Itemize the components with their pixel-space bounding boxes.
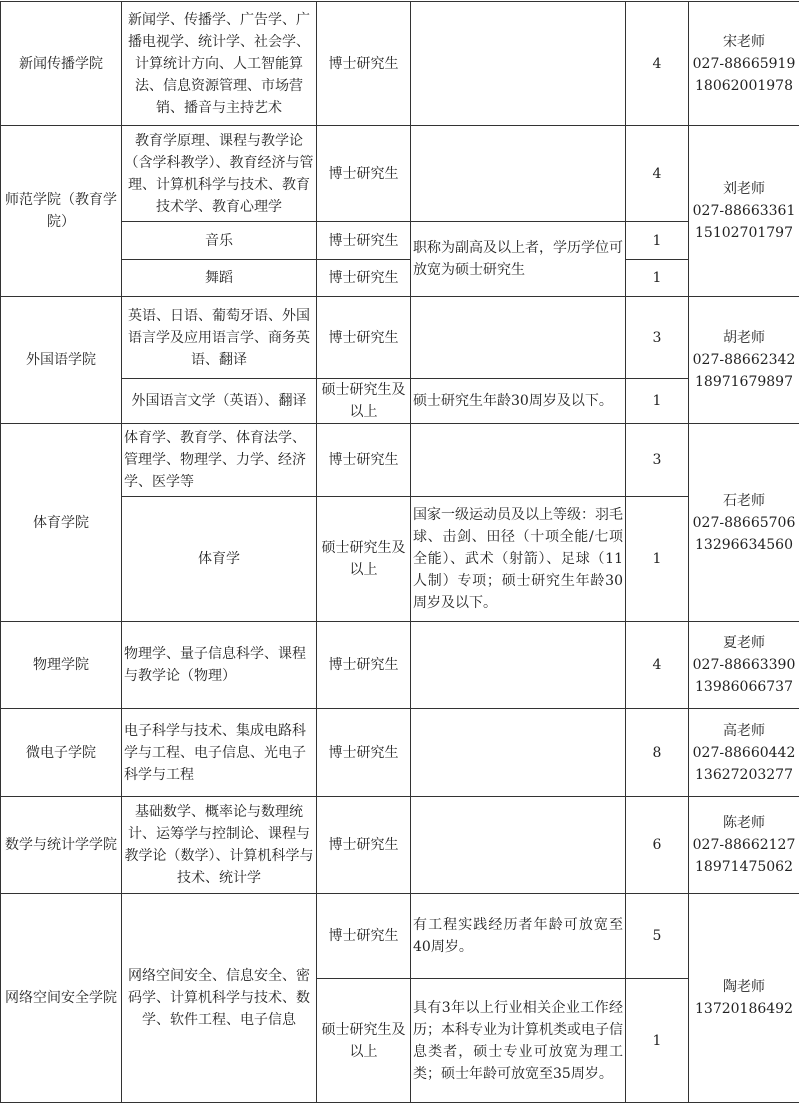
requirement-cell [411, 126, 626, 222]
degree-cell: 博士研究生 [317, 424, 411, 497]
college-cell: 物理学院 [1, 622, 122, 709]
degree-cell: 博士研究生 [317, 260, 411, 297]
major-cell: 网络空间安全、信息安全、密码学、计算机科学与技术、数学、软件工程、电子信息 [122, 894, 317, 1103]
count-cell: 3 [626, 297, 689, 379]
degree-cell: 硕士研究生及以上 [317, 497, 411, 622]
contact-name: 胡老师 [691, 327, 797, 349]
count-cell: 4 [626, 622, 689, 709]
requirement-cell [411, 797, 626, 894]
count-cell: 4 [626, 126, 689, 222]
college-cell: 网络空间安全学院 [1, 894, 122, 1103]
contact-mobile: 13627203277 [691, 764, 797, 786]
contact-mobile: 13720186492 [691, 998, 797, 1020]
count-cell: 1 [626, 497, 689, 622]
degree-cell: 博士研究生 [317, 222, 411, 260]
count-cell: 5 [626, 894, 689, 979]
table-row [1, 2, 799, 126]
contact-cell [689, 424, 799, 622]
count-cell: 1 [626, 260, 689, 297]
contact-name: 刘老师 [691, 178, 797, 200]
recruitment-table [0, 1, 799, 1103]
count-cell: 4 [626, 2, 689, 126]
college-cell: 师范学院（教育学院） [1, 126, 122, 297]
contact-mobile: 18062001978 [691, 75, 797, 97]
contact-cell [689, 622, 799, 709]
major-cell: 音乐 [122, 222, 317, 260]
degree-cell: 博士研究生 [317, 709, 411, 797]
major-cell: 外国语言文学（英语）、翻译 [122, 379, 317, 424]
table-row [1, 424, 799, 497]
contact-name: 陈老师 [691, 812, 797, 834]
contact-cell [689, 297, 799, 424]
college-cell: 微电子学院 [1, 709, 122, 797]
contact-tel: 027-88663361 [691, 200, 797, 222]
contact-mobile: 13986066737 [691, 676, 797, 698]
contact-name: 夏老师 [691, 632, 797, 654]
degree-cell: 博士研究生 [317, 126, 411, 222]
table-row [1, 894, 799, 979]
requirement-cell [411, 2, 626, 126]
table-row [1, 797, 799, 894]
contact-name: 陶老师 [691, 976, 797, 998]
major-cell: 体育学、教育学、体育法学、管理学、物理学、力学、经济学、医学等 [122, 424, 317, 497]
contact-tel: 027-88662127 [691, 834, 797, 856]
requirement-cell: 职称为副高及以上者，学历学位可放宽为硕士研究生 [411, 222, 626, 297]
contact-tel: 027-88663390 [691, 654, 797, 676]
major-cell: 教育学原理、课程与教学论（含学科教学）、教育经济与管理、计算机科学与技术、教育技术学、教育心理学 [122, 126, 317, 222]
contact-cell [689, 126, 799, 297]
count-cell: 6 [626, 797, 689, 894]
major-cell: 基础数学、概率论与数理统计、运筹学与控制论、课程与教学论（数学）、计算机科学与技术、统计学 [122, 797, 317, 894]
count-cell: 1 [626, 979, 689, 1103]
count-cell: 1 [626, 222, 689, 260]
requirement-cell [411, 622, 626, 709]
contact-name: 宋老师 [691, 31, 797, 53]
degree-cell: 博士研究生 [317, 797, 411, 894]
table-row [1, 709, 799, 797]
requirement-cell [411, 424, 626, 497]
major-cell: 电子科学与技术、集成电路科学与工程、电子信息、光电子科学与工程 [122, 709, 317, 797]
requirement-cell: 有工程实践经历者年龄可放宽至40周岁。 [411, 894, 626, 979]
degree-cell: 博士研究生 [317, 2, 411, 126]
contact-mobile: 13296634560 [691, 534, 797, 556]
requirement-cell: 硕士研究生年龄30周岁及以下。 [411, 379, 626, 424]
college-cell: 数学与统计学学院 [1, 797, 122, 894]
college-cell: 体育学院 [1, 424, 122, 622]
table-row [1, 126, 799, 222]
requirement-cell: 具有3年以上行业相关企业工作经历；本科专业为计算机类或电子信息类者，硕士专业可放宽为理工类；硕士年龄可放宽至35周岁。 [411, 979, 626, 1103]
count-cell: 3 [626, 424, 689, 497]
major-cell: 体育学 [122, 497, 317, 622]
major-cell: 物理学、量子信息科学、课程与教学论（物理） [122, 622, 317, 709]
contact-mobile: 18971679897 [691, 371, 797, 393]
contact-tel: 027-88660442 [691, 742, 797, 764]
contact-tel: 027-88665706 [691, 512, 797, 534]
requirement-cell [411, 709, 626, 797]
contact-tel: 027-88665919 [691, 53, 797, 75]
degree-cell: 博士研究生 [317, 894, 411, 979]
table-row [1, 297, 799, 379]
major-cell: 新闻学、传播学、广告学、广播电视学、统计学、社会学、计算统计方向、人工智能算法、信息资源管理、市场营销、播音与主持艺术 [122, 2, 317, 126]
contact-name: 高老师 [691, 720, 797, 742]
contact-cell [689, 894, 799, 1103]
degree-cell: 博士研究生 [317, 297, 411, 379]
major-cell: 英语、日语、葡萄牙语、外国语言学及应用语言学、商务英语、翻译 [122, 297, 317, 379]
major-cell: 舞蹈 [122, 260, 317, 297]
count-cell: 8 [626, 709, 689, 797]
degree-cell: 博士研究生 [317, 622, 411, 709]
requirement-cell: 国家一级运动员及以上等级：羽毛球、击剑、田径（十项全能/七项全能）、武术（射箭）、足球（11人制）专项；硕士研究生年龄30周岁及以下。 [411, 497, 626, 622]
count-cell: 1 [626, 379, 689, 424]
contact-name: 石老师 [691, 490, 797, 512]
contact-cell [689, 2, 799, 126]
contact-tel: 027-88662342 [691, 349, 797, 371]
contact-mobile: 15102701797 [691, 222, 797, 244]
college-cell: 新闻传播学院 [1, 2, 122, 126]
contact-cell [689, 797, 799, 894]
contact-mobile: 18971475062 [691, 856, 797, 878]
college-cell: 外国语学院 [1, 297, 122, 424]
contact-cell [689, 709, 799, 797]
table-row [1, 622, 799, 709]
degree-cell: 硕士研究生及以上 [317, 979, 411, 1103]
degree-cell: 硕士研究生及以上 [317, 379, 411, 424]
requirement-cell [411, 297, 626, 379]
